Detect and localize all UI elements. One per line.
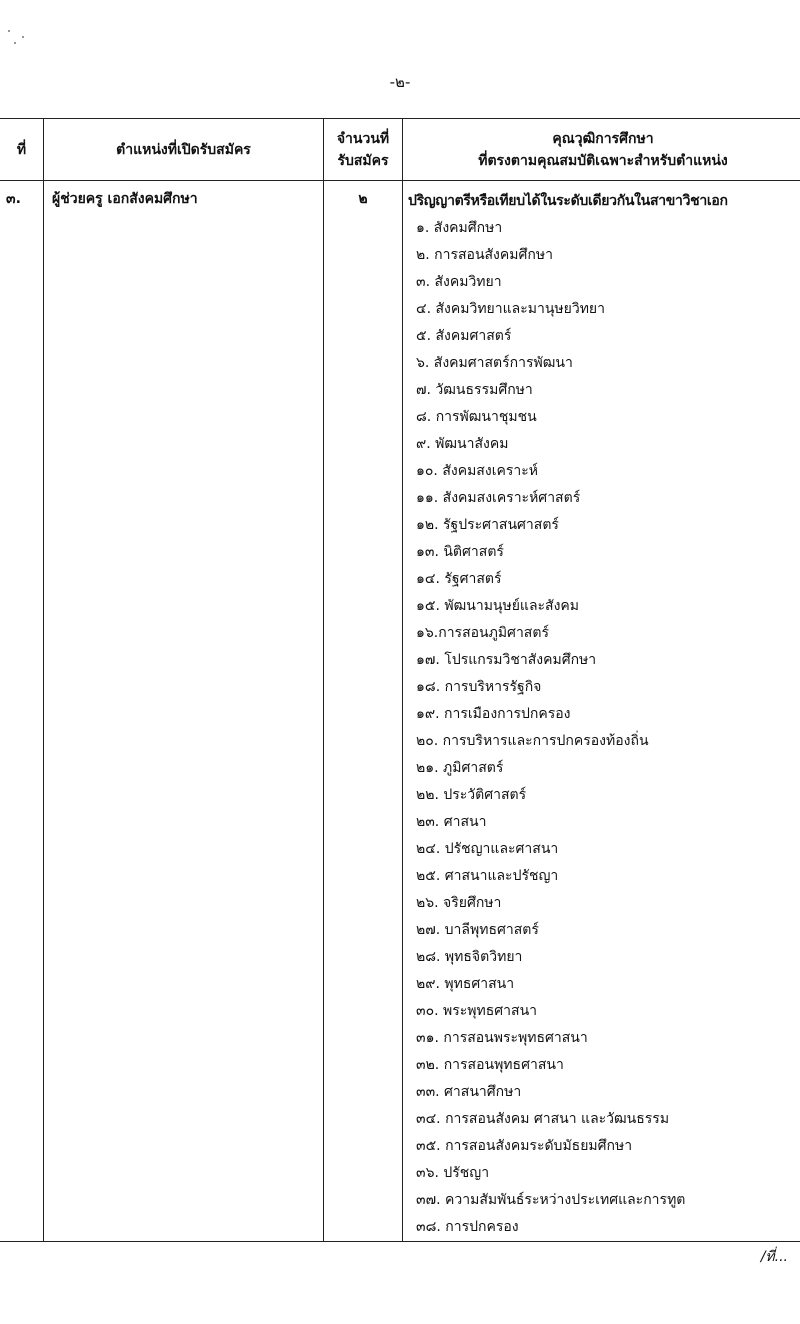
major-item: ๒๓. ศาสนา — [416, 814, 487, 830]
major-item: ๕. สังคมศาสตร์ — [416, 328, 512, 344]
major-item: ๑๑. สังคมสงเคราะห์ศาสตร์ — [416, 490, 581, 506]
major-item: ๑๓. นิติศาสตร์ — [416, 544, 504, 560]
row-number: ๓. — [0, 181, 44, 1242]
header-count-line1: จำนวนที่ — [336, 130, 390, 147]
continuation-marker: /ที่... — [760, 1249, 788, 1265]
major-item: ๑๖.การสอนภูมิศาสตร์ — [416, 625, 549, 641]
qualification-cell — [403, 181, 800, 1242]
major-item: ๑๒. รัฐประศาสนศาสตร์ — [416, 517, 559, 533]
major-item: ๓๐. พระพุทธศาสนา — [416, 1003, 538, 1019]
major-item: ๖. สังคมศาสตร์การพัฒนา — [416, 355, 573, 371]
scan-speck — [14, 42, 16, 44]
major-item: ๒. การสอนสังคมศึกษา — [416, 247, 553, 263]
major-item: ๑. สังคมศึกษา — [416, 220, 503, 236]
major-item: ๓๗. ความสัมพันธ์ระหว่างประเทศและการทูต — [416, 1192, 686, 1208]
header-position: ตำแหน่งที่เปิดรับสมัคร — [44, 119, 324, 181]
major-item: ๓๒. การสอนพุทธศาสนา — [416, 1057, 564, 1073]
major-item: ๓๘. การปกครอง — [416, 1219, 519, 1235]
major-item: ๓๓. ศาสนาศึกษา — [416, 1084, 522, 1100]
header-qualification-line2: ที่ตรงตามคุณสมบัติเฉพาะสำหรับตำแหน่ง — [478, 152, 728, 169]
major-item: ๒๐. การบริหารและการปกครองท้องถิ่น — [416, 733, 649, 749]
major-item: ๒๕. ศาสนาและปรัชญา — [416, 868, 559, 884]
qualification-heading: ปริญญาตรีหรือเทียบได้ในระดับเดียวกันในสาขาวิชาเอก — [408, 193, 728, 209]
major-item: ๑๗. โปรแกรมวิชาสังคมศึกษา — [416, 652, 597, 668]
header-no: ที่ — [0, 119, 44, 181]
major-item: ๒๖. จริยศึกษา — [416, 895, 502, 911]
page-number: -๒- — [389, 73, 411, 91]
major-item: ๑๐. สังคมสงเคราะห์ — [416, 463, 538, 479]
qualification-table — [0, 118, 800, 1242]
major-item: ๑๕. พัฒนามนุษย์และสังคม — [416, 598, 580, 614]
major-item: ๒๔. ปรัชญาและศาสนา — [416, 841, 559, 857]
major-item: ๑๙. การเมืองการปกครอง — [416, 706, 571, 722]
major-list — [408, 215, 800, 1241]
table-header-row — [0, 119, 800, 181]
header-qualification — [403, 119, 800, 181]
major-item: ๒๙. พุทธศาสนา — [416, 976, 515, 992]
major-item: ๒๗. บาลีพุทธศาสตร์ — [416, 922, 539, 938]
header-count — [324, 119, 403, 181]
major-item: ๙. พัฒนาสังคม — [416, 436, 509, 452]
major-item: ๓๖. ปรัชญา — [416, 1165, 490, 1181]
scan-speck — [8, 30, 10, 32]
major-item: ๔. สังคมวิทยาและมานุษยวิทยา — [416, 301, 605, 317]
position-title: ผู้ช่วยครู เอกสังคมศึกษา — [44, 181, 324, 1242]
major-item: ๓๔. การสอนสังคม ศาสนา และวัฒนธรรม — [416, 1111, 670, 1127]
major-item: ๓๑. การสอนพระพุทธศาสนา — [416, 1030, 588, 1046]
applicant-count: ๒ — [324, 181, 403, 1242]
major-item: ๓. สังคมวิทยา — [416, 274, 502, 290]
major-item: ๑๔. รัฐศาสตร์ — [416, 571, 502, 587]
major-item: ๗. วัฒนธรรมศึกษา — [416, 382, 533, 398]
major-item: ๑๘. การบริหารรัฐกิจ — [416, 679, 542, 695]
major-item: ๓๕. การสอนสังคมระดับมัธยมศึกษา — [416, 1138, 633, 1154]
table-row — [0, 181, 800, 1242]
major-item: ๒๑. ภูมิศาสตร์ — [416, 760, 504, 776]
header-count-line2: รับสมัคร — [337, 152, 389, 169]
major-item: ๘. การพัฒนาชุมชน — [416, 409, 537, 425]
major-item: ๒๒. ประวัติศาสตร์ — [416, 787, 527, 803]
scan-speck — [22, 36, 24, 38]
header-qualification-line1: คุณวุฒิการศึกษา — [552, 130, 654, 147]
major-item: ๒๘. พุทธจิตวิทยา — [416, 949, 523, 965]
